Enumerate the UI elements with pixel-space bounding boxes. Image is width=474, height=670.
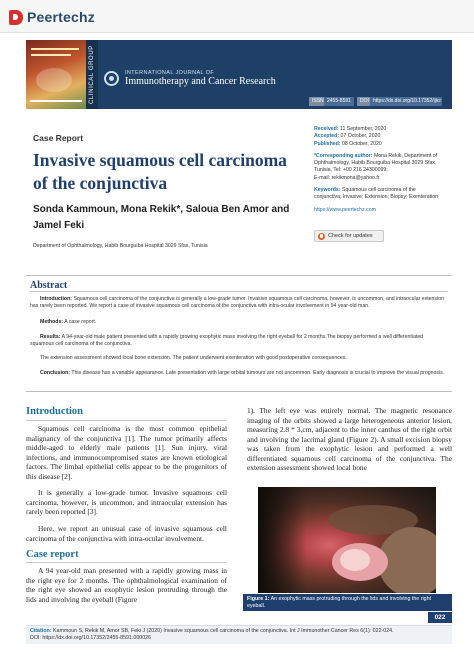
introduction-heading: Introduction	[26, 406, 83, 417]
publisher-name: Peertechz	[27, 9, 95, 25]
abstract-bottom-divider	[26, 391, 452, 392]
keywords-line1: Squamous cell carcinoma of the	[341, 187, 416, 194]
author-affiliation: Department of Ophthalmology, Habib Bourguiba Hospital 3029 Sfax, Tunisia	[33, 243, 208, 249]
article-info-sidebar	[314, 126, 454, 214]
issn-label: ISSN	[309, 97, 327, 106]
citation-label: Citation:	[30, 628, 52, 634]
crossmark-icon	[318, 233, 325, 240]
introduction-divider	[26, 420, 226, 421]
website-link[interactable]: https://www.peertechz.com	[314, 206, 376, 213]
published-date: 08 October, 2020	[341, 140, 382, 147]
journal-title-line2: Immunotherapy and Cancer Research	[125, 76, 276, 87]
journal-title-block	[104, 70, 276, 87]
check-for-updates-button[interactable]	[314, 230, 384, 242]
introduction-paragraph-1: Squamous cell carcinoma is the most common epithelial malignancy of the conjunctiva [1]. The tumor primarily affects middle-aged to elderly male patients [1]. Sun injury, viral infections, and immunocompromised states are known etiological factors. The limbal epithelial cells appear to be the progenitors of this disease [2].	[26, 424, 227, 481]
abstract-heading: Abstract	[30, 280, 68, 291]
corresponding-author-label: *Corresponding author:	[314, 152, 373, 159]
journal-doi-link[interactable]: https://dx.doi.org/10.17352/ijicr	[370, 97, 442, 106]
page-number: 022	[428, 612, 452, 623]
clinical-group-label: CLINICAL GROUP	[86, 40, 98, 109]
check-for-updates-label: Check for updates	[328, 233, 373, 239]
citation-doi-link[interactable]: https://dx.doi.org/10.17352/2455-8591.000026	[42, 635, 152, 642]
journal-title-line1: INTERNATIONAL JOURNAL OF	[125, 70, 215, 76]
abstract-introduction: Introduction: Squamous cell carcinoma of the conjunctiva is generally a low-grade tumor. Invasive squamous cell carcinoma, however, is uncommon, and intraocular extension has rarely been reported. We report a case of invasive squamous cell carcinoma of the conjunctiva with intra-ocular involvement in 94 year-old man.	[30, 296, 444, 310]
right-column-paragraph: 1). The left eye was entirely normal. The magnetic resonance imaging of the orbits showed a large heterogeneous anterior lesion, measuring 2.8 * 3,cm, adjacent to the inner canthus of the right orbit and involving the lacrimal gland (Figure 2). A small excision biopsy was taken from the exophytic lesion and performed a well differentiated squamous cell carcinoma of the conjunctiva. The extension assessment showed local bone	[247, 406, 452, 472]
case-report-paragraph-1: A 94 year-old man presented with a rapidly growing mass in the right eye for 2 months. The ophthalmological examination of the right eye showed an exophytic lesion protruding through the lids and involving the eyeball (Figure	[26, 566, 227, 604]
top-bar	[0, 0, 474, 33]
issn-value: 2455-8591	[324, 97, 354, 106]
citation-doi-label: DOI:	[30, 635, 41, 642]
article-type: Case Report	[33, 133, 84, 143]
citation-footer	[26, 625, 452, 644]
journal-cover-image	[26, 40, 86, 109]
case-report-divider	[26, 562, 226, 563]
abstract-conclusion: Conclusion: This disease has a variable appearance. Late presentation with large orbital tumours are not uncommon. Early diagnosis is crucial to improve the visual prognosis.	[40, 370, 445, 376]
citation-text: Kammoun S, Rekik M, Amor SB, Feki J (2020) Invasive squamous cell carcinoma of the conjunctiva. Int J Immunother Cancer Res 6(1): 022-024.	[52, 628, 394, 634]
introduction-paragraph-2: It is generally a low-grade tumor. Invasive squamous cell carcinoma, however, is uncommon, and intraocular extension has rarely been reported [3].	[26, 488, 227, 516]
article-title: Invasive squamous cell carcinoma of the conjunctiva	[33, 150, 287, 193]
corresponding-author-email[interactable]: E-mail: rekikmona@yahoo.fr	[314, 174, 380, 181]
keywords-label: Keywords:	[314, 187, 341, 194]
article-authors: Sonda Kammoun, Mona Rekik*, Saloua Ben Amor and Jamel Feki	[33, 204, 290, 231]
received-date: 11 September, 2020	[339, 126, 387, 132]
publisher-logo[interactable]	[9, 9, 95, 25]
doi-label: DOI	[357, 97, 372, 106]
figure-1-image	[258, 487, 436, 593]
journal-logo-icon	[104, 71, 119, 86]
case-report-heading: Case report	[26, 549, 79, 560]
figure-1-caption: Figure 1: An exophytic mass protruding through the lids and involving the right eyeball.	[243, 594, 452, 611]
introduction-paragraph-3: Here, we report an unusual case of invasive squamous cell carcinoma of the conjunctiva with intra-ocular involvement.	[26, 524, 227, 543]
keywords-line2: conjunctiva; Invasive; Extension; Biopsy; Exenteration	[314, 194, 438, 201]
corresponding-author-phone: Tunisia, Tel: +00 216 24300099;	[314, 167, 388, 174]
corresponding-author-name: Mona Rekik, Department of	[373, 152, 438, 159]
peertechz-logo-icon	[9, 10, 23, 25]
received-label: Received:	[314, 126, 339, 132]
published-label: Published:	[314, 140, 341, 147]
abstract-methods: Methods: A case report.	[40, 319, 97, 325]
abstract-results: Results: A 94-year-old male patient presented with a rapidly growing exophytic mass involving the right eyeball for 2 months.The biopsy performed a well differentiated squamous cell carcinoma of the conjunctiva.	[30, 334, 424, 348]
abstract-divider	[30, 291, 448, 292]
corresponding-author-dept: Ophthalmology, Habib Bourguiba Hospital 3029 Sfax,	[314, 160, 437, 167]
abstract-extension: The extension assessment showed local bone extension. The patient underwent exenteration with good postoperative consequences.	[40, 355, 347, 361]
accepted-label: Accepted:	[314, 133, 340, 140]
accepted-date: 07 October, 2020	[340, 133, 381, 140]
